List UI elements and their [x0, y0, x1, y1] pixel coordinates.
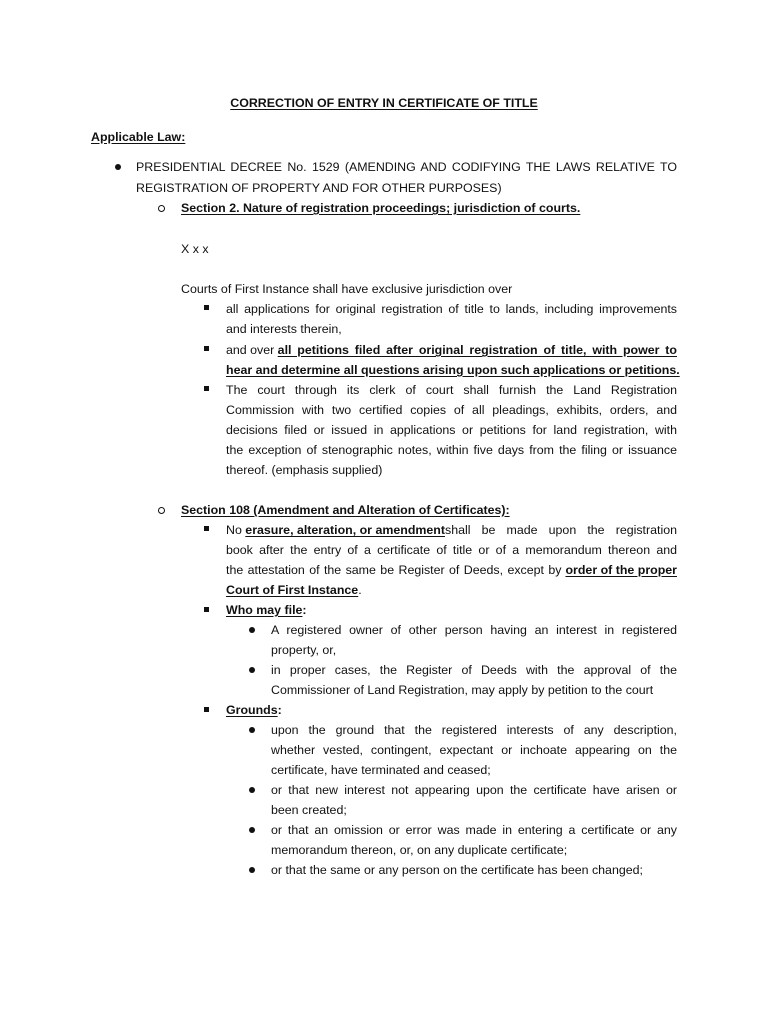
bullet-square-icon [204, 346, 209, 351]
no-erasure-line-3 [226, 560, 677, 580]
who-a2-line-1: in proper cases, the Register of Deeds with the approval of the [271, 663, 677, 677]
ground-3-line-2: memorandum thereon, or, on any duplicate certificate; [271, 843, 568, 857]
item-2-emphasis-2: hear and determine all questions arising upon such applications or petitions. [226, 363, 680, 377]
bullet-dot-icon [249, 867, 255, 873]
bullet-square-icon [204, 526, 209, 531]
bullet-dot-icon [249, 827, 255, 833]
item-1-line-1: all applications for original registration of title to lands, including improvements [226, 302, 677, 316]
bullet-square-icon [204, 707, 209, 712]
decree-line-2: REGISTRATION OF PROPERTY AND FOR OTHER PURPOSES) [136, 181, 502, 195]
item-3-line-3: decisions filed or issued in applications or petitions for land registration, with [226, 423, 677, 437]
item-3-line-2: Commission with two certified copies of all pleadings, exhibits, orders, and [226, 403, 677, 417]
grounds-heading [226, 700, 282, 720]
who-may-file-heading [226, 600, 307, 620]
grounds-colon: : [277, 703, 282, 717]
bullet-dot-icon [115, 164, 121, 170]
item-3-line-5: thereof. (emphasis supplied) [226, 463, 383, 477]
decree-line-1: PRESIDENTIAL DECREE No. 1529 (AMENDING AND CODIFYING THE LAWS RELATIVE TO [136, 160, 677, 174]
item-2-line-1 [226, 340, 677, 360]
ground-3-line-1: or that an omission or error was made in entering a certificate or any [271, 823, 677, 837]
item-2-emphasis-1: all petitions filed after original registration of title, with power to [277, 343, 677, 357]
who-may-file-label: Who may file [226, 603, 303, 617]
no-erasure-emphasis: erasure, alteration, or amendment [245, 523, 445, 537]
jurisdiction-intro: Courts of First Instance shall have exclusive jurisdiction over [181, 282, 513, 296]
bullet-circle-icon [158, 205, 165, 212]
no-erasure-suffix: shall be made upon the registration [445, 523, 677, 537]
court-first-instance-emphasis: Court of First Instance [226, 583, 359, 597]
item-2-prefix: and over [226, 343, 278, 357]
who-a2-line-2: Commissioner of Land Registration, may apply by petition to the court [271, 683, 654, 697]
no-erasure-prefix: No [226, 523, 246, 537]
who-a1-line-1: A registered owner of other person having an interest in registered [271, 623, 677, 637]
ground-2-line-1: or that new interest not appearing upon the certificate have arisen or [271, 783, 677, 797]
item-3-line-1: The court through its clerk of court shall furnish the Land Registration [226, 383, 677, 397]
bullet-circle-icon [158, 507, 165, 514]
ground-1-line-3: certificate, have terminated and ceased; [271, 763, 491, 777]
no-erasure-l3-prefix: the attestation of the same be Register of Deeds, except by [226, 563, 562, 577]
item-1-line-2: and interests therein, [226, 322, 342, 336]
bullet-dot-icon [249, 627, 255, 633]
who-a1-line-2: property, or, [271, 643, 337, 657]
ground-1-line-2: whether vested, contingent, expectant or inchoate appearing on the [271, 743, 677, 757]
no-erasure-line-1 [226, 520, 677, 540]
section-2-heading: Section 2. Nature of registration proceedings; jurisdiction of courts. [181, 201, 581, 215]
bullet-dot-icon [249, 667, 255, 673]
document-title: CORRECTION OF ENTRY IN CERTIFICATE OF TITLE [230, 96, 538, 110]
ground-2-line-2: been created; [271, 803, 347, 817]
bullet-dot-icon [249, 727, 255, 733]
applicable-law-heading: Applicable Law: [91, 130, 186, 144]
who-may-file-colon: : [302, 603, 307, 617]
order-of-proper-emphasis: order of the proper [565, 563, 677, 577]
bullet-square-icon [204, 607, 209, 612]
grounds-label: Grounds [226, 703, 278, 717]
section-108-heading: Section 108 (Amendment and Alteration of Certificates): [181, 503, 510, 517]
item-3-line-4: the exception of stenographic notes, within five days from the filing or issuance [226, 443, 677, 457]
xxx-ellipsis: X x x [181, 242, 209, 256]
bullet-square-icon [204, 305, 209, 310]
ground-1-line-1: upon the ground that the registered interests of any description, [271, 723, 677, 737]
bullet-square-icon [204, 386, 209, 391]
bullet-dot-icon [249, 787, 255, 793]
period: . [358, 583, 362, 597]
no-erasure-line-2: book after the entry of a certificate of title or of a memorandum thereon and [226, 543, 677, 557]
ground-4-line-1: or that the same or any person on the certificate has been changed; [271, 863, 643, 877]
no-erasure-line-4 [226, 580, 362, 600]
